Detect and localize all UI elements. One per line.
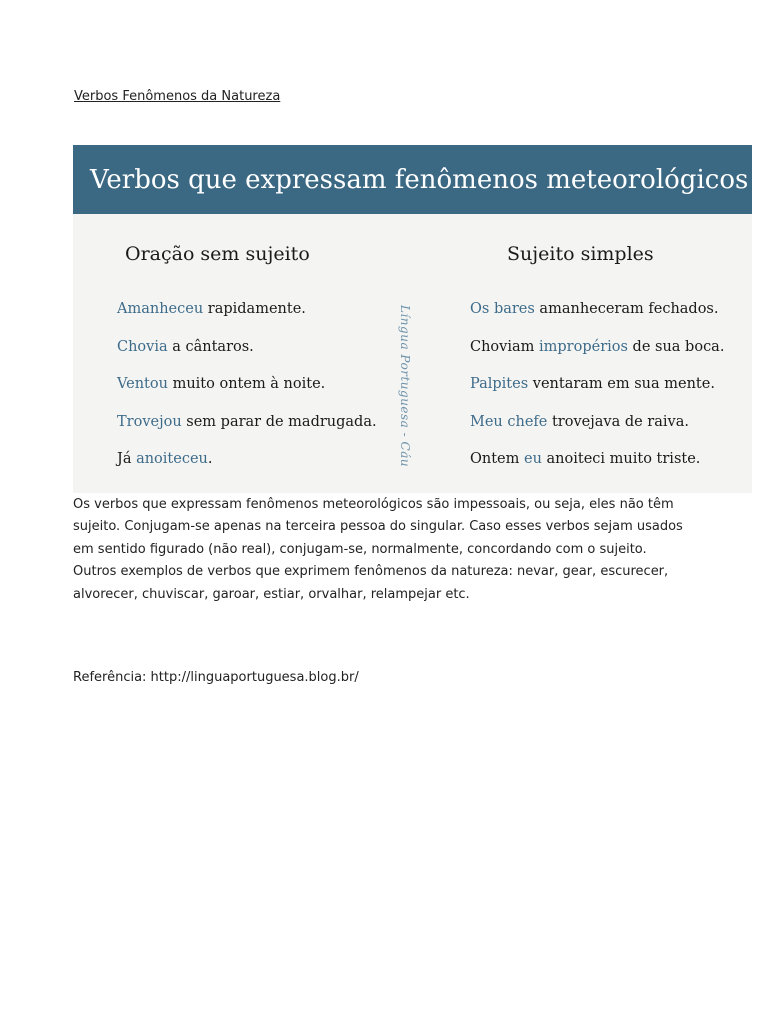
highlighted-verb: Ventou [117,376,168,392]
right-examples-list [470,300,724,488]
example-sentence [117,375,377,413]
sentence-rest: trovejava de raiva. [547,413,689,430]
explanation-paragraph: Os verbos que expressam fenômenos meteorológicos são impessoais, ou seja, eles não têm sujeito. Conjugam-se apenas na terceira pessoa do singular. Caso esses verbos sejam usados em sentido figurado (não real), conjugam-se, normalmente, concordando com o sujeito. Outros exemplos de verbos que exprimem fenômenos da natureza: nevar, gear, escurecer, alvorecer, chuviscar, garoar, estiar, orvalhar, relampejar etc. [73,497,683,602]
sentence-rest: muito ontem à noite. [167,376,326,392]
example-sentence [470,450,724,488]
highlighted-subject: impropérios [539,338,628,355]
highlighted-verb: Chovia [117,338,168,355]
example-sentence [470,413,724,451]
example-sentence [117,338,377,376]
sentence-rest: anoiteci muito triste. [541,451,701,467]
watermark-text: Língua Portuguesa - Cáu [398,305,412,468]
highlighted-subject: Palpites [470,376,529,392]
left-examples-list [117,300,377,488]
sentence-rest: ventaram em sua mente. [528,376,715,392]
sentence-rest: . [207,451,213,467]
sentence-start: Ontem [470,451,524,467]
example-sentence [117,450,377,488]
example-sentence [470,300,724,338]
sentence-rest: rapidamente. [203,301,306,317]
sentence-rest: a cântaros. [167,338,254,355]
example-sentence [470,338,724,376]
highlighted-verb: Amanheceu [117,301,204,317]
sentence-rest: de sua boca. [627,338,725,355]
highlighted-verb: Trovejou [117,413,182,430]
highlighted-subject: Meu chefe [470,413,548,430]
example-sentence [470,375,724,413]
verbs-infographic [73,145,752,493]
highlighted-subject: Os bares [470,301,535,317]
sentence-rest: amanheceram fechados. [534,301,719,317]
sentence-start: Já [117,451,137,467]
left-column-heading: Oração sem sujeito [125,243,310,265]
highlighted-subject: eu [524,451,542,467]
example-sentence [117,413,377,451]
highlighted-verb: anoiteceu [136,451,208,467]
right-column-heading: Sujeito simples [507,243,654,265]
document-title: Verbos Fenômenos da Natureza [74,89,281,104]
example-sentence [117,300,377,338]
sentence-start: Choviam [470,338,539,355]
sentence-rest: sem parar de madrugada. [181,413,377,430]
infographic-header: Verbos que expressam fenômenos meteorológicos [73,145,752,214]
reference-line: Referência: http://linguaportuguesa.blog.br/ [73,670,359,685]
